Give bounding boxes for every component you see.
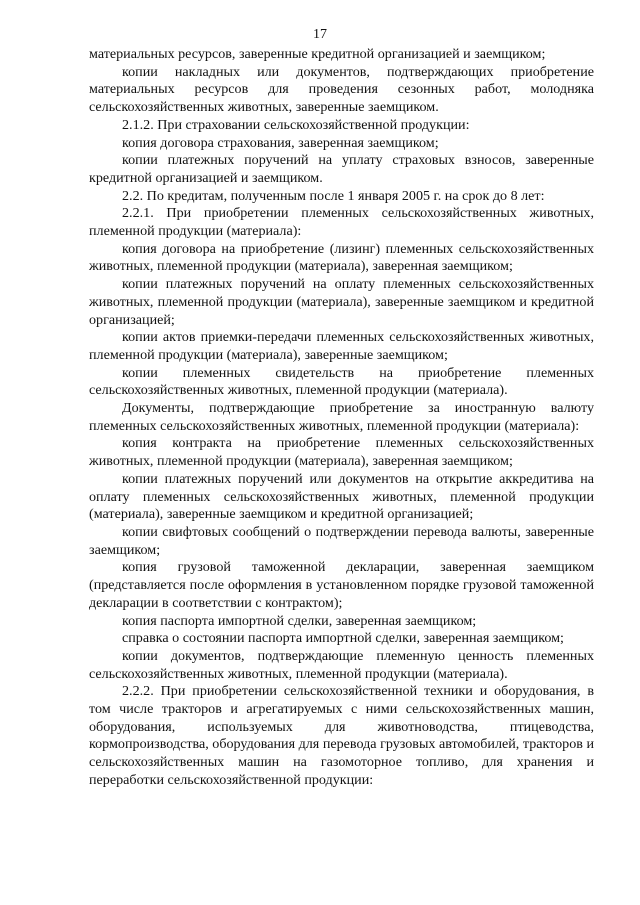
paragraph: копия договора на приобретение (лизинг) племенных сельскохозяйственных животных, племенной продукции (материала), заверенная заемщиком; xyxy=(89,240,594,275)
paragraph: копии актов приемки-передачи племенных сельскохозяйственных животных, племенной продукции (материала), заверенные заемщиком; xyxy=(89,329,594,363)
paragraph: копии накладных или документов, подтверждающих приобретение материальных ресурсов для проведения сезонных работ, молодняка сельскохозяйственных животных, заверенные заемщиком. xyxy=(89,63,594,116)
paragraph: копии платежных поручений на уплату страховых взносов, заверенные кредитной организацией и заемщиком. xyxy=(89,152,594,186)
paragraph: копии племенных свидетельств на приобретение племенных сельскохозяйственных животных, племенной продукции (материала). xyxy=(89,364,594,399)
paragraph: 2.2.1. При приобретении племенных сельскохозяйственных животных, племенной продукции (материала): xyxy=(89,205,594,240)
paragraph: копия грузовой таможенной декларации, заверенная заемщиком (представляется после оформления в установленном порядке грузовой таможенной декларации в соответствии с контрактом); xyxy=(89,559,594,611)
paragraph: копии платежных поручений или документов на открытие аккредитива на оплату племенных сельскохозяйственных животных, племенной продукции (материала), заверенные заемщиком и кредитной организацией; xyxy=(89,470,594,523)
document-body xyxy=(89,46,594,790)
paragraph: 2.2. По кредитам, полученным после 1 января 2005 г. на срок до 8 лет: xyxy=(122,187,545,204)
paragraph: копии платежных поручений на оплату племенных сельскохозяйственных животных, племенной продукции (материала), заверенные заемщиком и кредитной организацией; xyxy=(89,276,594,328)
paragraph: копии свифтовых сообщений о подтверждении перевода валюты, заверенные заемщиком; xyxy=(89,523,594,558)
paragraph: справка о состоянии паспорта импортной сделки, заверенная заемщиком; xyxy=(122,630,564,647)
paragraph: копии документов, подтверждающие племенную ценность племенных сельскохозяйственных животных, племенной продукции (материала). xyxy=(89,647,594,682)
paragraph: копия контракта на приобретение племенных сельскохозяйственных животных, племенной продукции (материала), заверенная заемщиком; xyxy=(89,435,594,470)
paragraph: 2.1.2. При страховании сельскохозяйственной продукции: xyxy=(122,116,470,133)
paragraph: материальных ресурсов, заверенные кредитной организацией и заемщиком; xyxy=(89,46,546,62)
paragraph: 2.2.2. При приобретении сельскохозяйственной техники и оборудования, в том числе тракторов и агрегатируемых с ними сельскохозяйственных машин, оборудования, используемых для животноводства, птицеводства, кормопроизводства, оборудования для перевода грузовых автомобилей, тракторов и сельскохозяйственных машин на газомоторное топливо, для хранения и переработки сельскохозяйственной продукции: xyxy=(89,683,594,788)
page-number: 17 xyxy=(313,27,327,42)
paragraph: копия паспорта импортной сделки, заверенная заемщиком; xyxy=(122,612,477,629)
paragraph: копия договора страхования, заверенная заемщиком; xyxy=(122,134,439,151)
paragraph: Документы, подтверждающие приобретение за иностранную валюту племенных сельскохозяйственных животных, племенной продукции (материала): xyxy=(89,400,594,434)
